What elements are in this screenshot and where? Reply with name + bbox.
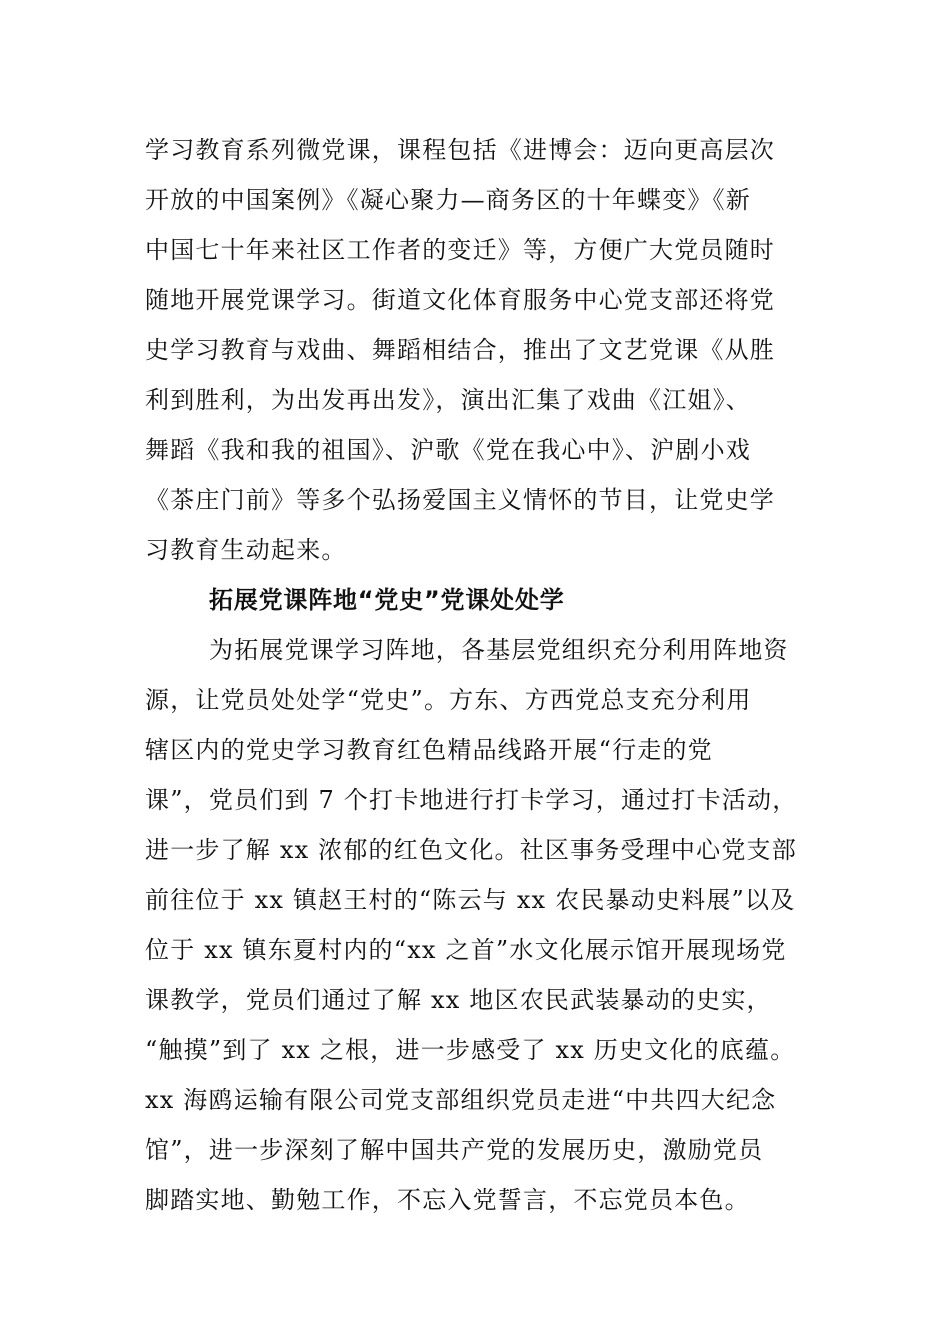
paragraph-1-line-5: 史学习教育与戏曲、舞蹈相结合，推出了文艺党课《从胜	[145, 336, 775, 364]
paragraph-1-line-9: 习教育生动起来。	[145, 536, 347, 564]
paragraph-2-line-1: 为拓展党课学习阵地，各基层党组织充分利用阵地资	[209, 636, 789, 664]
paragraph-2-line-9: “触摸”到了 xx 之根，进一步感受了 xx 历史文化的底蕴。	[145, 1036, 796, 1064]
paragraph-1-line-7: 舞蹈《我和我的祖国》、沪歌《党在我心中》、沪剧小戏	[145, 436, 751, 464]
paragraph-2-line-7: 位于 xx 镇东夏村内的“xx 之首”水文化展示馆开展现场党	[145, 936, 787, 964]
paragraph-2-line-4: 课”，党员们到 7 个打卡地进行打卡学习，通过打卡活动，	[145, 786, 798, 814]
paragraph-1-line-1: 学习教育系列微党课，课程包括《进博会：迈向更高层次	[145, 136, 775, 164]
paragraph-2-line-12: 脚踏实地、勤勉工作，不忘入党誓言，不忘党员本色。	[145, 1186, 750, 1214]
paragraph-1-line-2: 开放的中国案例》《凝心聚力—商务区的十年蝶变》《新	[145, 186, 751, 214]
paragraph-2-line-6: 前往位于 xx 镇赵王村的“陈云与 xx 农民暴动史料展”以及	[145, 886, 796, 914]
paragraph-1-line-8: 《茶庄门前》等多个弘扬爱国主义情怀的节目，让党史学	[145, 486, 775, 514]
paragraph-2-line-11: 馆”，进一步深刻了解中国共产党的发展历史，激励党员	[145, 1136, 764, 1164]
paragraph-1-line-6: 利到胜利，为出发再出发》，演出汇集了戏曲《江姐》、	[145, 386, 751, 414]
paragraph-2-line-2: 源，让党员处处学“党史”。方东、方西党总支充分利用	[145, 686, 752, 714]
paragraph-1-line-3: 中国七十年来社区工作者的变迁》等，方便广大党员随时	[145, 236, 775, 264]
section-heading: 拓展党课阵地“党史”党课处处学	[209, 586, 565, 614]
paragraph-2-line-3: 辖区内的党史学习教育红色精品线路开展“行走的党	[145, 736, 713, 764]
paragraph-2-line-5: 进一步了解 xx 浓郁的红色文化。社区事务受理中心党支部	[145, 836, 797, 864]
paragraph-2-line-8: 课教学，党员们通过了解 xx 地区农民武装暴动的史实，	[145, 986, 772, 1014]
paragraph-1-line-4: 随地开展党课学习。街道文化体育服务中心党支部还将党	[145, 286, 775, 314]
paragraph-2-line-10: xx 海鸥运输有限公司党支部组织党员走进“中共四大纪念	[145, 1086, 777, 1114]
